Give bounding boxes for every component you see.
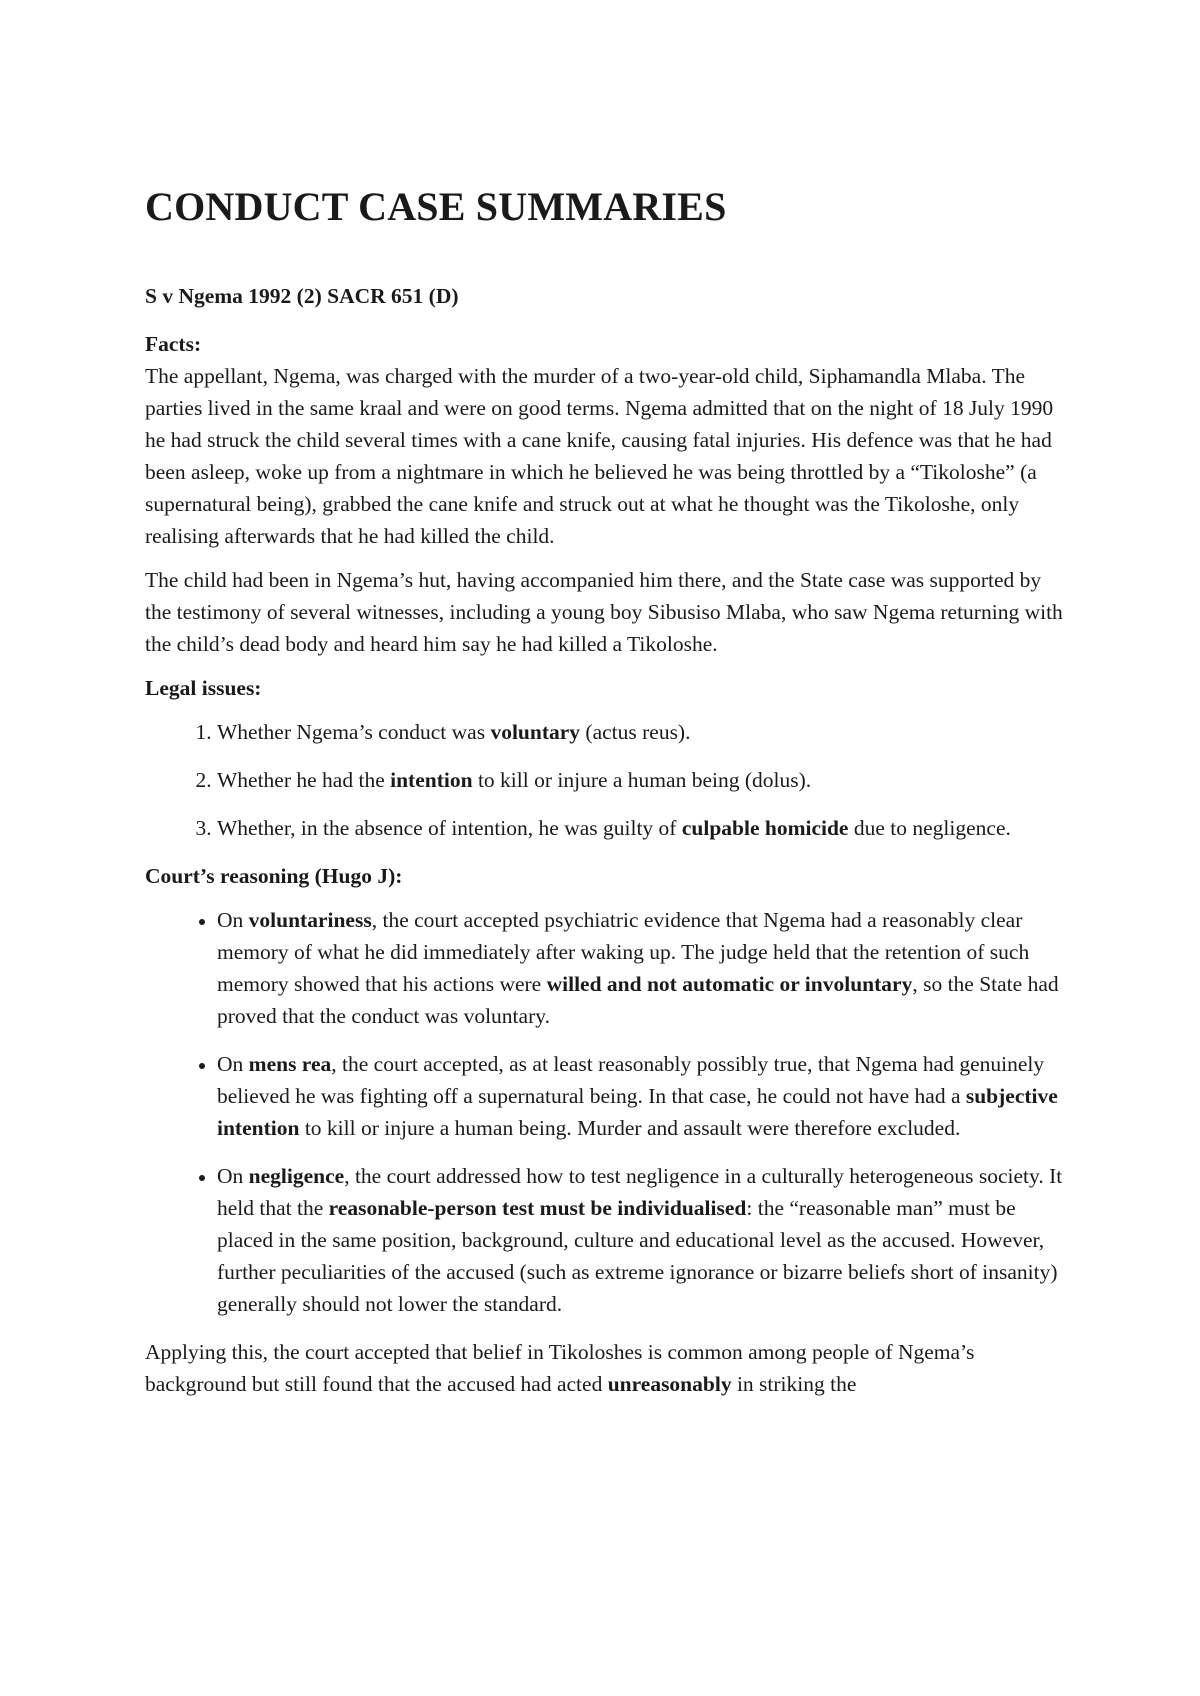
- applying-text: in striking the: [731, 1372, 857, 1396]
- issue-text: Whether Ngema’s conduct was: [217, 720, 491, 744]
- reasoning-emphasis: reasonable-person test must be individualised: [328, 1196, 747, 1220]
- reasoning-text: , the court addressed how to test negligence in a culturally heterogeneous society. It held that the: [217, 1164, 1063, 1220]
- facts-paragraph-1: The appellant, Ngema, was charged with the murder of a two-year-old child, Siphamandla Mlaba. The parties lived in the same kraal and were on good terms. Ngema admitted that on the night of 18 July 1990 he had struck the child several times with a cane knife, causing fatal injuries. His defence was that he had been asleep, woke up from a nightmare in which he believed he was being throttled by a “Tikoloshe” (a supernatural being), grabbed the cane knife and struck out at what he thought was the Tikoloshe, only realising afterwards that he had killed the child.: [145, 364, 1054, 548]
- reasoning-text: : the “reasonable man” must be placed in the same position, background, culture and educational level as the accused. However, further peculiarities of the accused (such as extreme ignorance or bizarre beliefs short of insanity) generally should not lower the standard.: [217, 1196, 1058, 1316]
- reasoning-text: to kill or injure a human being. Murder and assault were therefore excluded.: [299, 1116, 961, 1140]
- reasoning-text: , the court accepted, as at least reasonably possibly true, that Ngema had genuinely believed he was fighting off a supernatural being. In that case, he could not have had a: [217, 1052, 1045, 1108]
- issue-text: Whether he had the: [217, 768, 391, 792]
- legal-issues-heading: Legal issues:: [145, 676, 262, 700]
- legal-issues-list: [145, 716, 1065, 844]
- reasoning-text: On: [217, 1052, 249, 1076]
- reasoning-bullet-negligence: [217, 1160, 1065, 1320]
- legal-issue-item: [217, 812, 1065, 844]
- reasoning-text: On: [217, 1164, 249, 1188]
- issue-emphasis: voluntary: [490, 720, 581, 744]
- issue-text: (actus reus).: [580, 720, 691, 744]
- legal-issue-item: [217, 764, 1065, 796]
- document-title: CONDUCT CASE SUMMARIES: [145, 184, 727, 229]
- issue-emphasis: culpable homicide: [681, 816, 849, 840]
- issue-text: Whether, in the absence of intention, he was guilty of: [217, 816, 682, 840]
- reasoning-emphasis: negligence: [248, 1164, 345, 1188]
- reasoning-bullet-mens-rea: [217, 1048, 1065, 1144]
- reasoning-text: On: [217, 908, 249, 932]
- document-body: [145, 182, 1065, 1412]
- applying-paragraph: [145, 1336, 1065, 1400]
- reasoning-emphasis: mens rea: [248, 1052, 332, 1076]
- case-citation: S v Ngema 1992 (2) SACR 651 (D): [145, 284, 459, 308]
- legal-issue-item: [217, 716, 1065, 748]
- applying-text: Applying this, the court accepted that belief in Tikoloshes is common among people of Ngema’s background but still found that the accused had acted: [145, 1340, 975, 1396]
- reasoning-emphasis: voluntariness: [248, 908, 372, 932]
- reasoning-bullet-voluntariness: [217, 904, 1065, 1032]
- reasoning-emphasis: subjective intention: [217, 1084, 1058, 1140]
- reasoning-emphasis: willed and not automatic or involuntary: [546, 972, 913, 996]
- reasoning-list: [145, 904, 1065, 1320]
- applying-emphasis: unreasonably: [607, 1372, 732, 1396]
- facts-heading: Facts:: [145, 332, 202, 356]
- issue-text: to kill or injure a human being (dolus).: [472, 768, 812, 792]
- issue-emphasis: intention: [390, 768, 473, 792]
- reasoning-text: , the court accepted psychiatric evidence that Ngema had a reasonably clear memory of what he did immediately after waking up. The judge held that the retention of such memory showed that his actions were: [217, 908, 1030, 996]
- facts-paragraph-2: The child had been in Ngema’s hut, having accompanied him there, and the State case was supported by the testimony of several witnesses, including a young boy Sibusiso Mlaba, who saw Ngema returning with the child’s dead body and heard him say he had killed a Tikoloshe.: [145, 568, 1063, 656]
- reasoning-text: , so the State had proved that the conduct was voluntary.: [217, 972, 1059, 1028]
- issue-text: due to negligence.: [848, 816, 1011, 840]
- reasoning-heading: Court’s reasoning (Hugo J):: [145, 864, 403, 888]
